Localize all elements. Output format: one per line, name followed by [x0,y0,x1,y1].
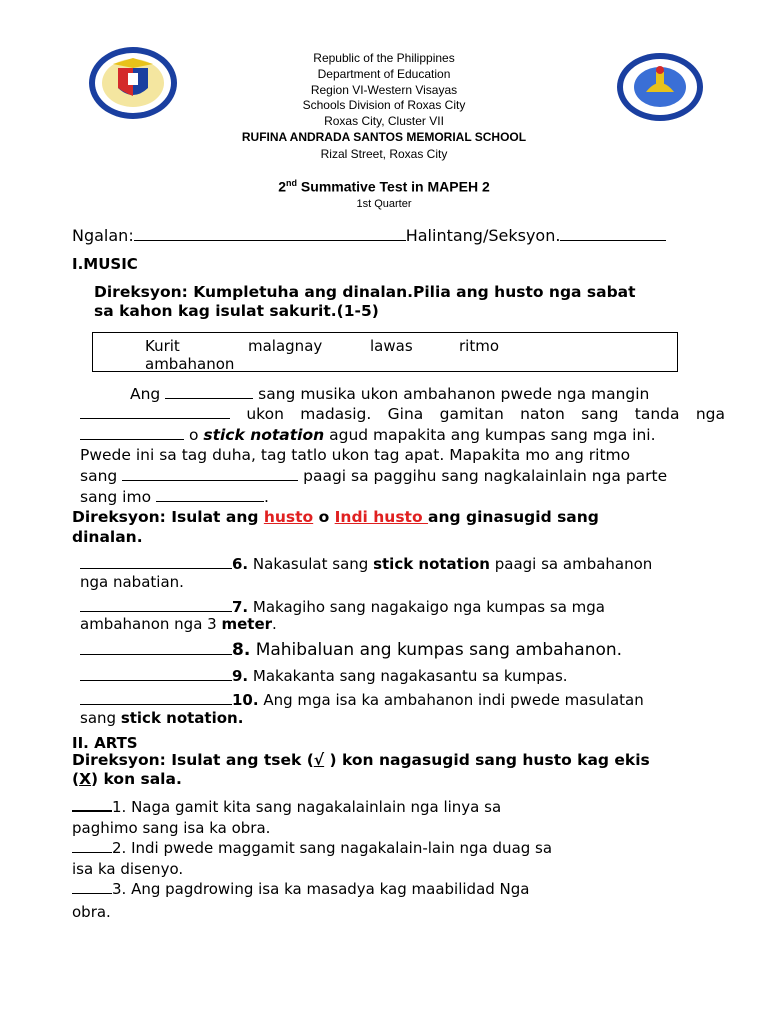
para-line1: Ang sang musika ukon ambahanon pwede nga mangin [130,385,650,403]
music-heading: I.MUSIC [72,255,138,273]
answer-blank-9[interactable] [80,667,232,681]
answer-blank-7[interactable] [80,598,232,612]
name-line [72,226,666,245]
arts-heading: II. ARTS [72,734,138,752]
box-word: ambahanon [145,355,235,373]
item-10-line2: sang stick notation. [80,709,244,727]
name-label: Ngalan: [72,226,134,245]
arts-item-1-line2: paghimo sang isa ka obra. [72,819,271,837]
answer-blank-4[interactable] [122,467,298,481]
music-direction2-line1: Direksyon: Isulat ang husto o Indi husto ang ginasugid sang [72,508,599,526]
para-line6: sang imo . [80,488,269,506]
para-line3: o stick notation agud mapakita ang kumpas sang mga ini. [80,426,656,444]
arts-blank-2[interactable] [72,839,112,853]
para-line5: sang paagi sa paggihu sang nagkalainlain nga parte [80,467,668,485]
arts-direction-line1: Direksyon: Isulat ang tsek (√ ) kon nagasugid sang husto kag ekis [72,751,650,769]
school-name: RUFINA ANDRADA SANTOS MEMORIAL SCHOOL [241,130,527,144]
item-6-line1: 6. Nakasulat sang stick notation paagi sa ambahanon [80,555,652,573]
music-direction-line1: Direksyon: Kumpletuha ang dinalan.Pilia ang husto nga sabat [94,283,636,301]
answer-blank-3[interactable] [80,426,184,440]
arts-item-2-line1: 2. Indi pwede maggamit sang nagakalain-lain nga duag sa [72,839,552,857]
name-blank[interactable] [134,227,406,241]
answer-blank-8[interactable] [80,641,232,655]
section-blank[interactable] [560,227,666,241]
arts-direction-line2: (X) kon sala. [72,770,182,788]
header-line: Department of Education [317,67,451,81]
header-line: Region VI-Western Visayas [310,83,458,97]
music-direction-line2: sa kahon kag isulat sakurit.(1-5) [94,302,379,320]
box-word: ritmo [459,337,500,355]
quarter-label: 1st Quarter [356,198,412,210]
item-10-line1: 10. Ang mga isa ka ambahanon indi pwede masulatan [80,691,644,709]
answer-blank-6[interactable] [80,555,232,569]
arts-item-2-line2: isa ka disenyo. [72,860,184,878]
item-6-line2: nga nabatian. [80,573,184,591]
school-address: Rizal Street, Roxas City [320,147,448,161]
item-9: 9. Makakanta sang nagakasantu sa kumpas. [80,667,568,685]
para-line2: ukon madasig. Gina gamitan naton sang tanda nga [80,405,725,423]
arts-item-3-line2: obra. [72,903,111,921]
header-line: Schools Division of Roxas City [302,98,466,112]
box-word: lawas [370,337,413,355]
box-word: malagnay [248,337,323,355]
item-8: 8. Mahibaluan ang kumpas sang ambahanon. [80,640,622,660]
box-word: Kurit [145,337,180,355]
item-7-line1: 7. Makagiho sang nagakaigo nga kumpas sa mga [80,598,605,616]
test-title: 2nd Summative Test in MAPEH 2 [278,178,490,195]
arts-blank-1[interactable] [72,798,112,812]
para-line4: Pwede ini sa tag duha, tag tatlo ukon tag apat. Mapakita mo ang ritmo [80,446,631,464]
answer-blank-1[interactable] [165,385,253,399]
header-line: Republic of the Philippines [313,51,455,65]
answer-blank-2[interactable] [80,405,230,419]
answer-blank-5[interactable] [156,488,264,502]
arts-blank-3[interactable] [72,880,112,894]
arts-item-3-line1: 3. Ang pagdrowing isa ka masadya kag maabilidad Nga [72,880,530,898]
music-direction2-line2: dinalan. [72,528,143,546]
arts-item-1-line1: 1. Naga gamit kita sang nagakalainlain nga linya sa [72,798,501,816]
answer-blank-10[interactable] [80,691,232,705]
item-7-line2: ambahanon nga 3 meter. [80,615,277,633]
section-label: Halintang/Seksyon. [405,226,561,245]
header-line: Roxas City, Cluster VII [324,114,444,128]
